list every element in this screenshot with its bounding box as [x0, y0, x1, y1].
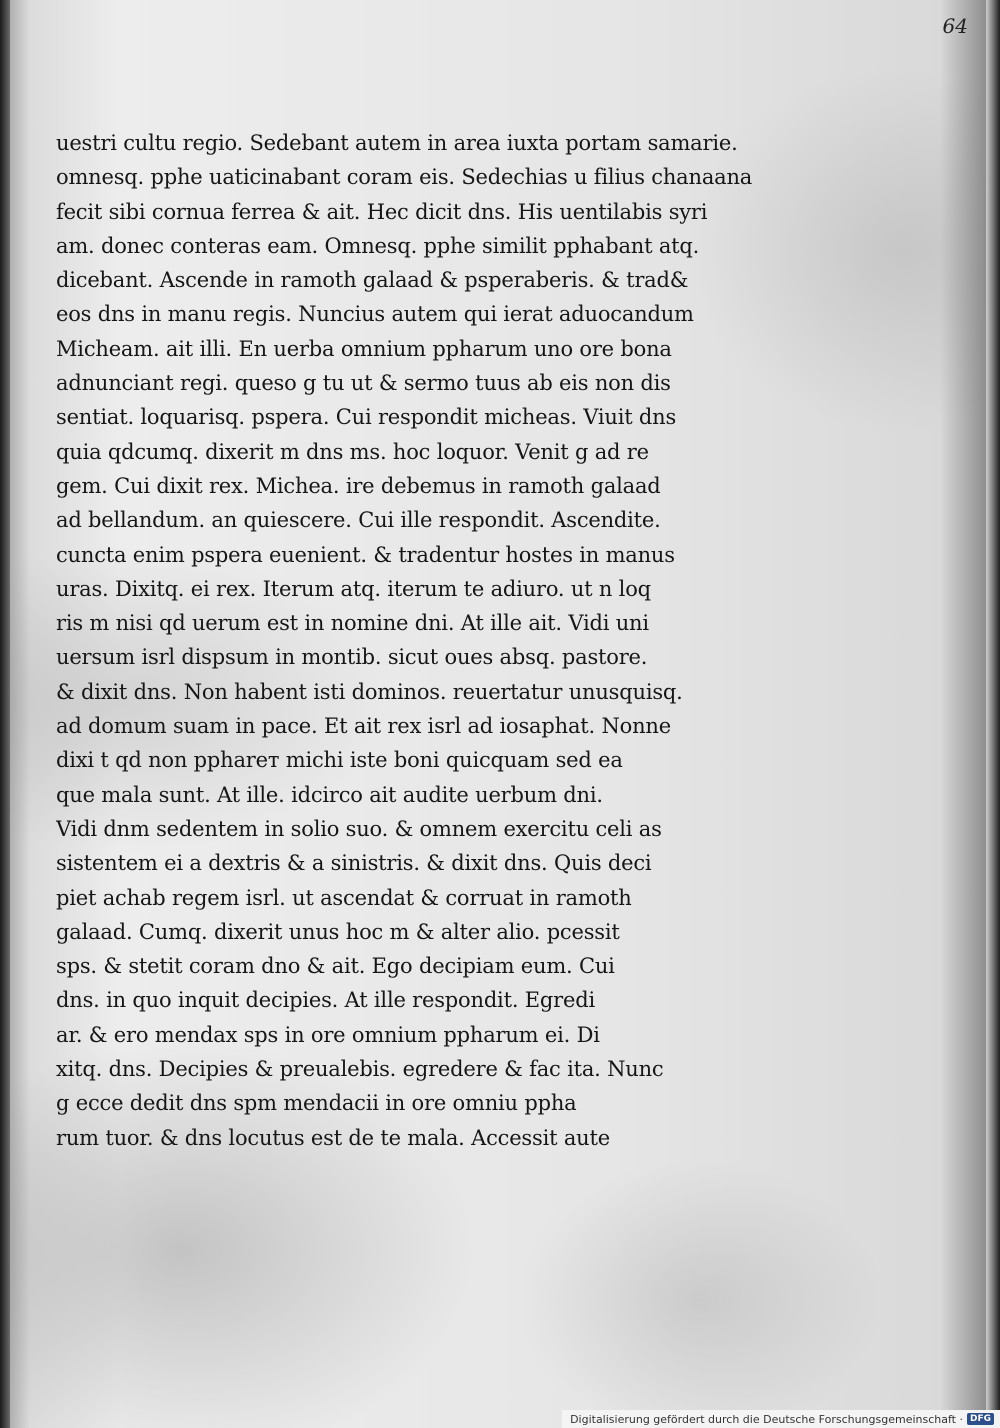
manuscript-line: am. donec conteras eam. Omnesq. pphe similit pphabant atq.: [56, 233, 700, 258]
manuscript-line: quia qdcumq. dixerit m dns ms. hoc loquor. Venit g ad re: [56, 439, 649, 464]
digitization-credit: [562, 1410, 1000, 1428]
dfg-logo: DFG: [967, 1413, 994, 1425]
manuscript-line: fecit sibi cornua ferrea & ait. Hec dicit dns. His uentilabis syri: [56, 199, 708, 224]
manuscript-line: uras. Dixitq. ei rex. Iterum atq. iterum te adiuro. ut n loq: [56, 576, 651, 601]
manuscript-line: g ecce dedit dns spm mendacii in ore omniu ppha: [56, 1091, 577, 1116]
manuscript-line: uestri cultu regio. Sedebant autem in area iuxta portam samarie.: [56, 131, 738, 155]
manuscript-line: ris m nisi qd uerum est in nomine dni. At ille ait. Vidi uni: [56, 611, 649, 636]
manuscript-line: uersum isrl dispsum in montib. sicut oues absq. pastore.: [56, 645, 648, 670]
manuscript-line: Micheam. ait illi. En uerba omnium ppharum uno ore bona: [56, 336, 672, 361]
manuscript-line: galaad. Cumq. dixerit unus hoc m & alter alio. pcessit: [56, 919, 620, 944]
manuscript-line: rum tuor. & dns locutus est de te mala. Accessit aute: [56, 1125, 610, 1150]
manuscript-line: eos dns in manu regis. Nuncius autem qui ierat aduocandum: [56, 302, 694, 327]
manuscript-line: dicebant. Ascende in ramoth galaad & psperaberis. & trad&: [56, 268, 689, 293]
manuscript-line: adnunciant regi. queso g tu ut & sermo tuus ab eis non dis: [56, 371, 671, 396]
manuscript-text: [56, 126, 776, 1155]
right-page-edge: [986, 0, 1000, 1428]
credit-text: Digitalisierung gefördert durch die Deutsche Forschungsgemeinschaft ·: [570, 1412, 963, 1426]
folio-number: 64: [942, 14, 968, 38]
manuscript-line: que mala sunt. At ille. idcirco ait audite uerbum dni.: [56, 782, 603, 807]
manuscript-line: ar. & ero mendax sps in ore omnium ppharum ei. Di: [56, 1022, 600, 1047]
manuscript-line: gem. Cui dixit rex. Michea. ire debemus in ramoth galaad: [56, 473, 661, 498]
manuscript-line: sistentem ei a dextris & a sinistris. & dixit dns. Quis deci: [56, 851, 652, 876]
manuscript-line: & dixit dns. Non habent isti dominos. reuertatur unusquisq.: [56, 679, 683, 704]
manuscript-line: sps. & stetit coram dno & ait. Ego decipiam eum. Cui: [56, 954, 615, 979]
manuscript-line: xitq. dns. Decipies & preualebis. egredere & fac ita. Nunc: [56, 1057, 664, 1082]
left-page-edge: [0, 0, 10, 1428]
manuscript-line: piet achab regem isrl. ut ascendat & corruat in ramoth: [56, 885, 632, 910]
manuscript-line: omnesq. pphe uaticinabant coram eis. Sedechias u filius chanaana: [56, 165, 753, 190]
manuscript-line: ad domum suam in pace. Et ait rex isrl ad iosaphat. Nonne: [56, 714, 671, 739]
manuscript-line: dns. in quo inquit decipies. At ille respondit. Egredi: [56, 988, 595, 1013]
manuscript-line: cuncta enim pspera euenient. & tradentur hostes in manus: [56, 542, 675, 567]
manuscript-line: Vidi dnm sedentem in solio suo. & omnem exercitu celi as: [56, 816, 662, 841]
manuscript-line: dixi t qd non pphareт michi iste boni quicquam sed ea: [56, 748, 623, 773]
manuscript-line: ad bellandum. an quiescere. Cui ille respondit. Ascendite.: [56, 508, 661, 533]
manuscript-line: sentiat. loquarisq. pspera. Cui respondit micheas. Viuit dns: [56, 405, 677, 430]
